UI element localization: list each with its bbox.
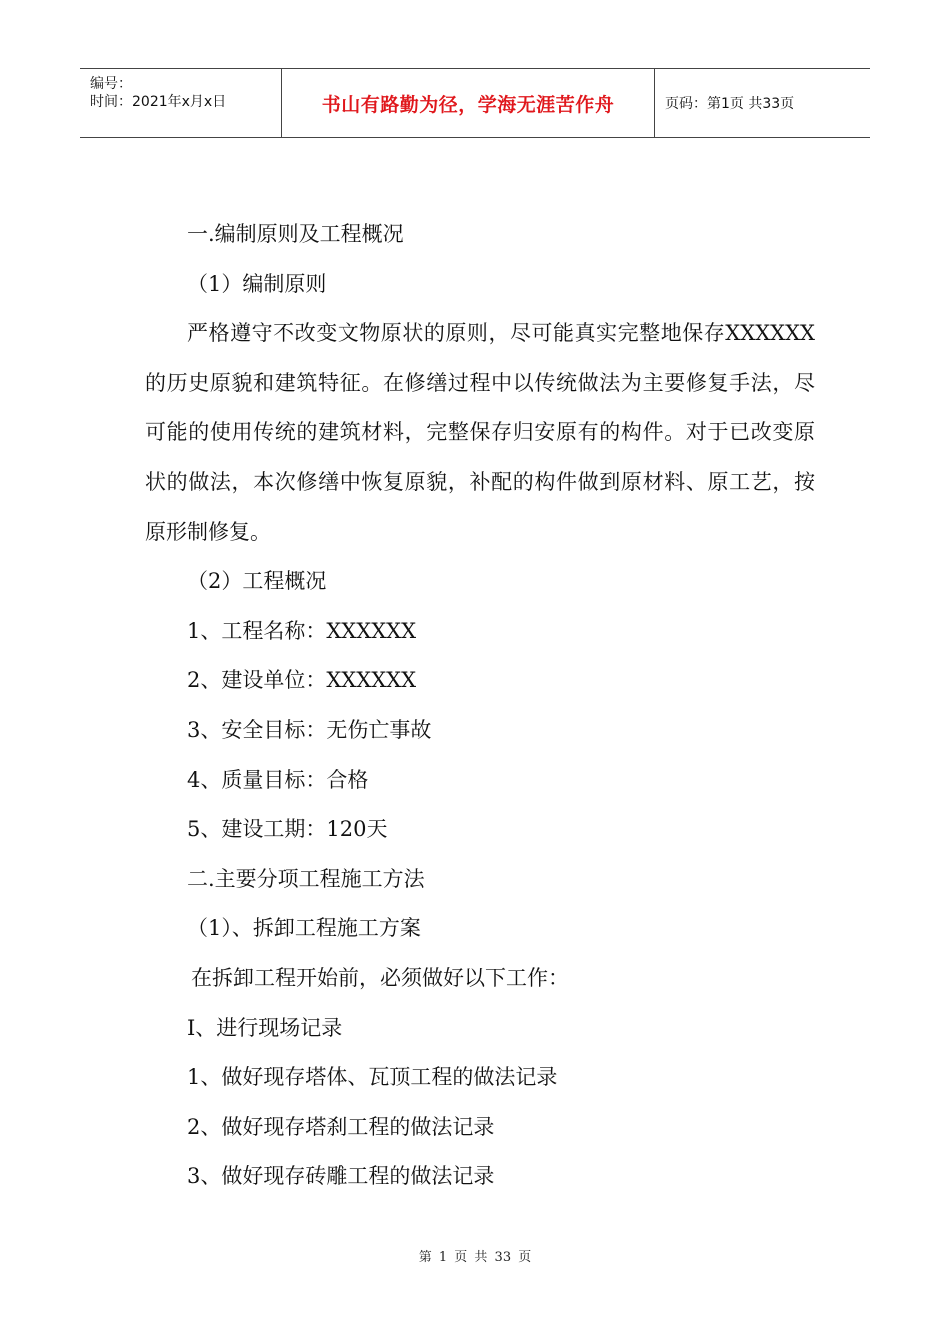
section-heading-2: 二.主要分项工程施工方法 (187, 866, 425, 891)
document-number-label: 编号： (90, 76, 132, 92)
list-item: 1、工程名称：XXXXXX (187, 618, 417, 643)
body-text: 在拆卸工程开始前，必须做好以下工作： (191, 965, 569, 990)
header-meta-cell (80, 69, 282, 137)
list-item: 2、建设单位：XXXXXX (187, 668, 417, 693)
body-paragraph: 严格遵守不改变文物原状的原则，尽可能真实完整地保存XXXXXX的历史原貌和建筑特征。在修缮过程中以传统做法为主要修复手法，尽可能的使用传统的建筑材料，完整保存归安原有的构件。对于已改变原状的做法，本次修缮中恢复原貌，补配的构件做到原材料、原工艺，按原形制修复。 (145, 321, 815, 544)
subsection-heading: （1）、拆卸工程施工方案 (187, 916, 421, 941)
document-date: 时间：2021年x月x日 (90, 94, 227, 110)
list-heading: I、进行现场记录 (187, 1015, 343, 1040)
list-item: 1、做好现存塔体、瓦顶工程的做法记录 (187, 1065, 558, 1090)
section-heading-1: 一.编制原则及工程概况 (187, 222, 404, 246)
header-page-info: 页码：第1页 共33页 (665, 96, 795, 112)
header-motto: 书山有路勤为径，学海无涯苦作舟 (282, 69, 655, 137)
page-footer: 第 1 页 共 33 页 (418, 1250, 532, 1265)
list-item: 3、安全目标：无伤亡事故 (187, 717, 432, 742)
subsection-heading: （1）编制原则 (187, 271, 327, 296)
subsection-heading: （2）工程概况 (187, 569, 327, 594)
list-item: 4、质量目标：合格 (187, 767, 369, 792)
list-item: 3、做好现存砖雕工程的做法记录 (187, 1164, 495, 1189)
document-body (145, 210, 815, 1202)
list-item: 5、建设工期：120天 (187, 817, 388, 842)
list-item: 2、做好现存塔刹工程的做法记录 (187, 1114, 495, 1139)
document-header (80, 68, 870, 138)
